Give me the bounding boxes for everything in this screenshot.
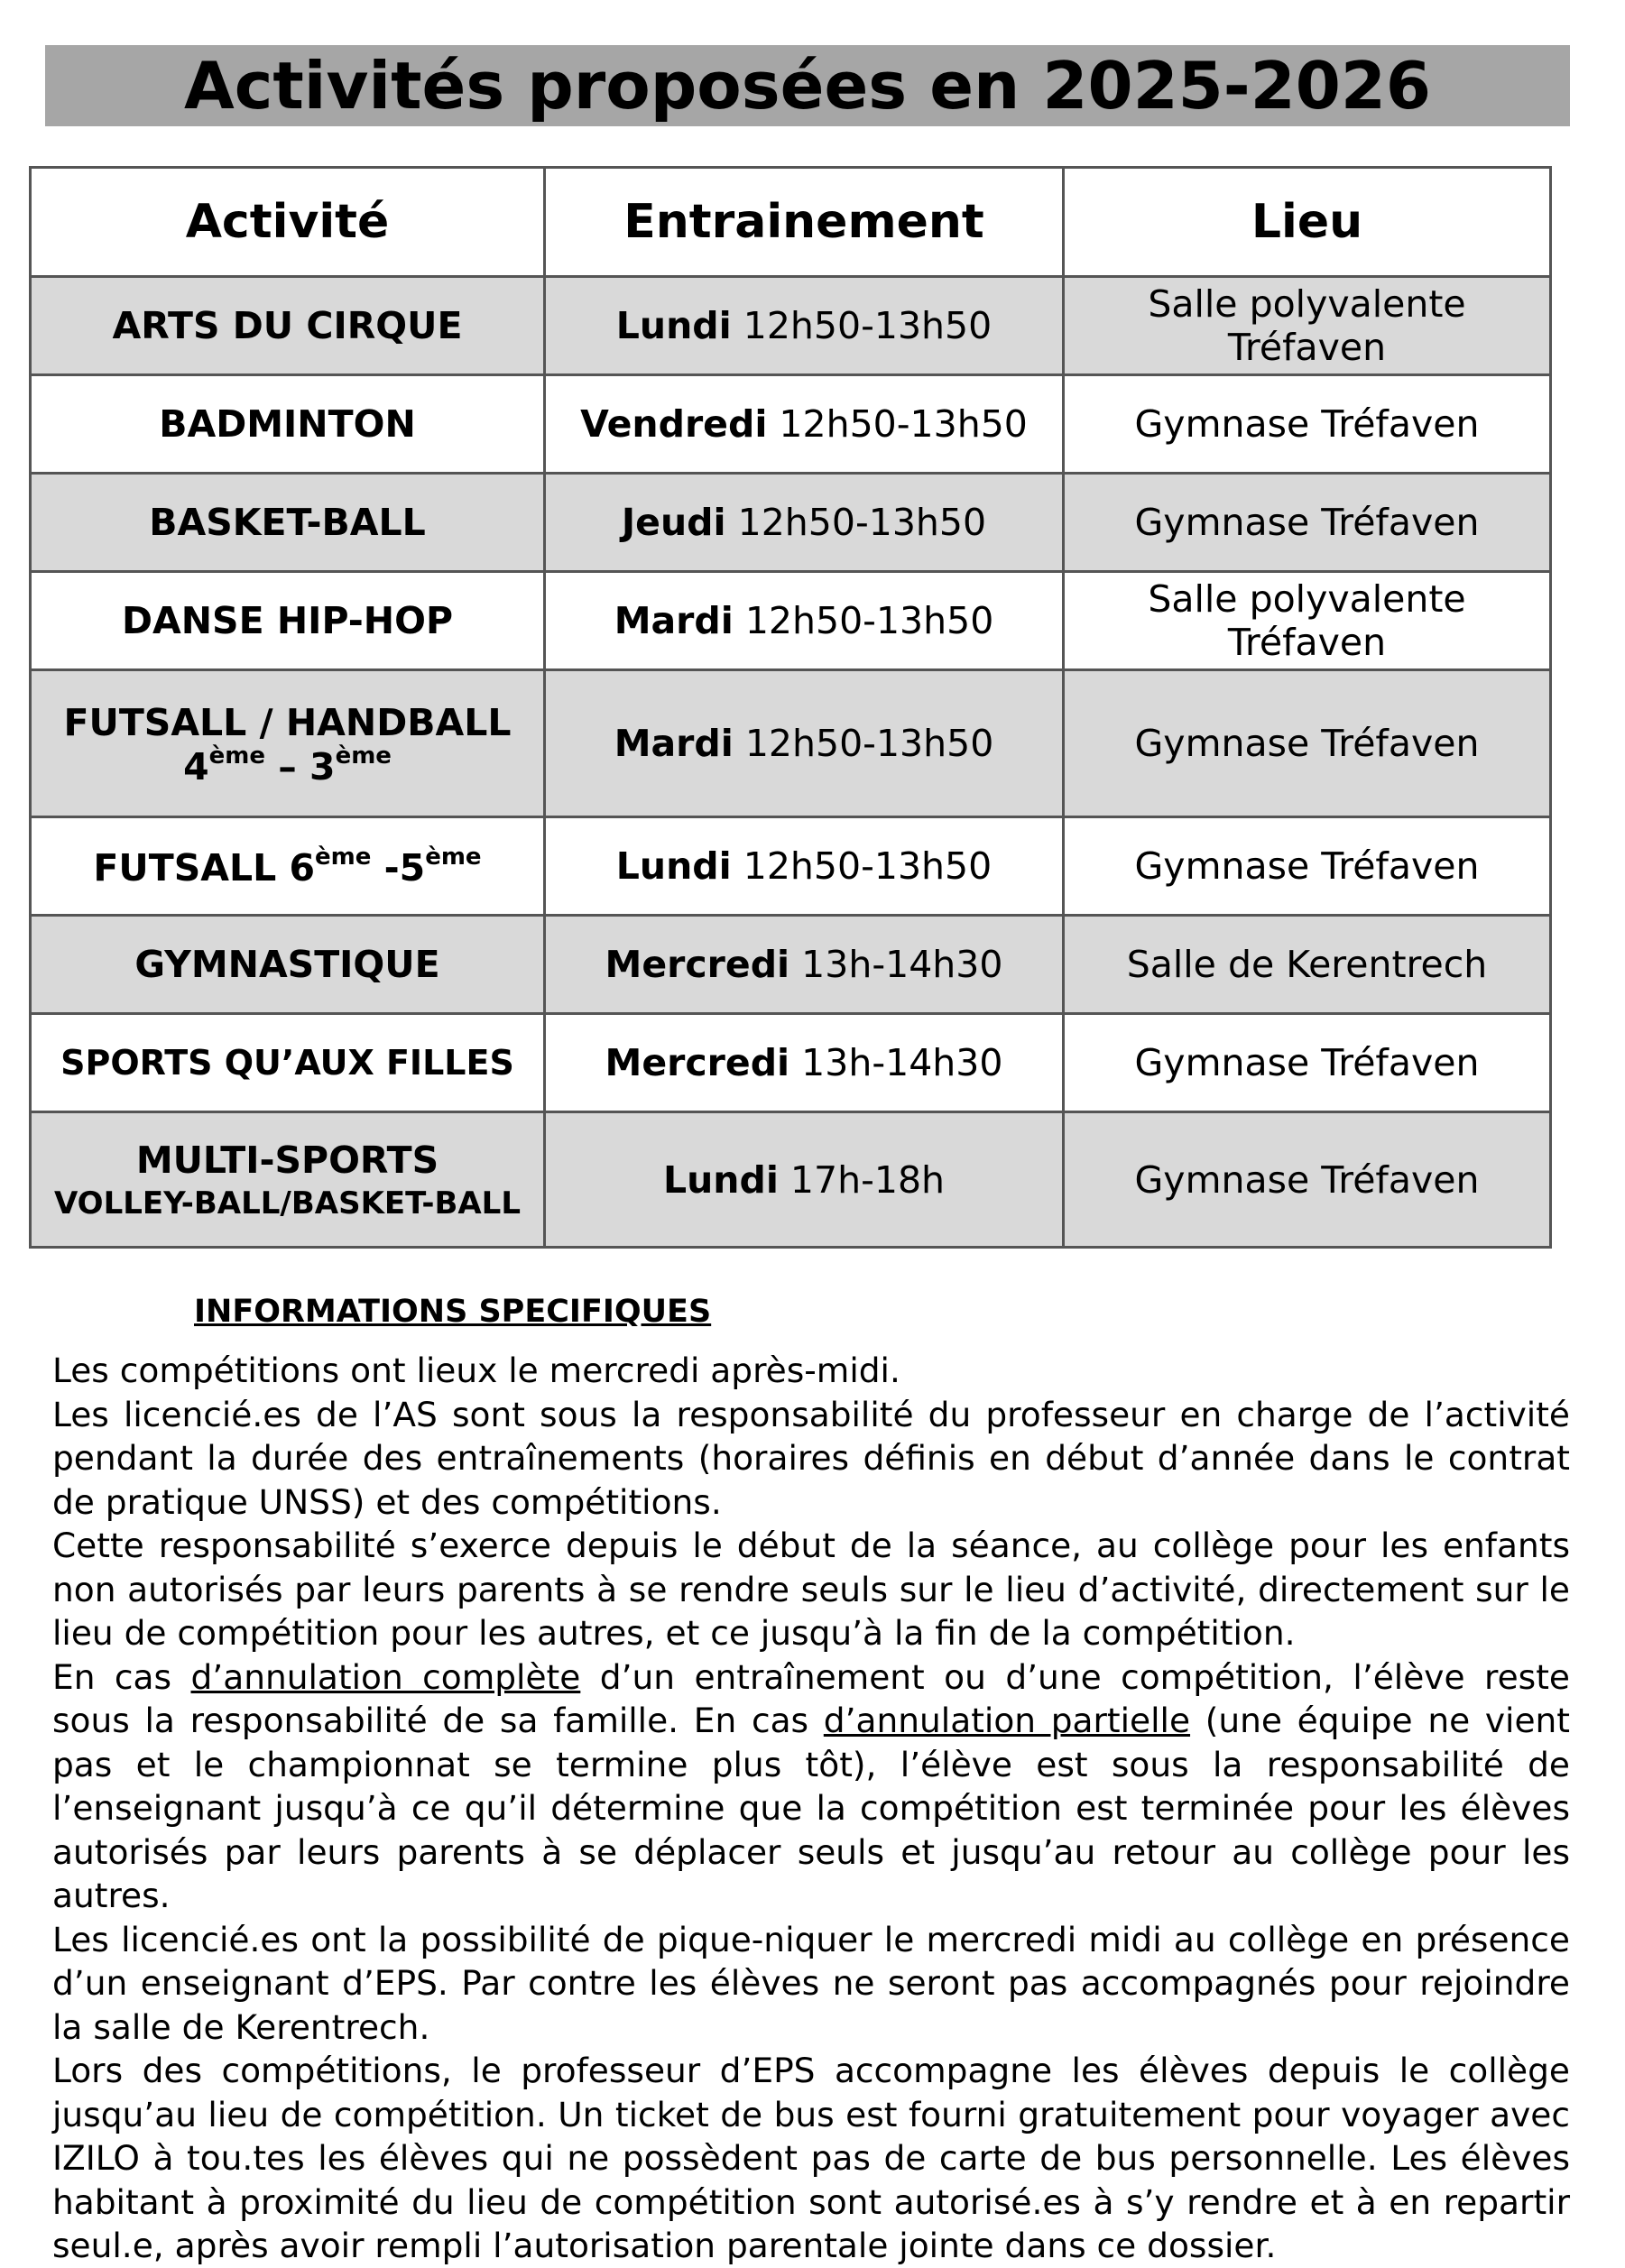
activity-name [31, 1112, 545, 1248]
activity-label: MULTI-SPORTS [135, 1138, 439, 1182]
training-hours: 12h50-13h50 [737, 501, 987, 544]
training-day: Mardi [614, 722, 734, 765]
info-text: En cas [52, 1656, 191, 1697]
grade-b: 3 [309, 745, 336, 788]
grade-a-suffix: ème [208, 742, 265, 770]
header-entrainement: Entrainement [545, 168, 1064, 277]
training-hours: 12h50-13h50 [779, 402, 1028, 446]
training-hours: 17h-18h [789, 1157, 946, 1202]
training-day: Mardi [614, 599, 734, 642]
activity-sublabel: VOLLEY-BALL/BASKET-BALL [53, 1185, 522, 1222]
header-lieu: Lieu [1064, 168, 1551, 277]
training-day: Lundi [615, 844, 732, 888]
info-underlined-text: d’annulation complète [190, 1656, 581, 1697]
place: Salle de Kerentrech [1064, 916, 1551, 1014]
activity-name: GYMNASTIQUE [31, 916, 545, 1014]
table-row [31, 817, 1551, 916]
activities-table [29, 166, 1552, 1249]
header-activite: Activité [31, 168, 545, 277]
training-hours: 12h50-13h50 [744, 599, 994, 642]
place: Gymnase Tréfaven [1064, 1112, 1551, 1248]
grade-b-suffix: ème [425, 843, 482, 871]
info-paragraph: Lors des compétitions, le professeur d’EPS accompagne les élèves depuis le collège jusqu’au lieu de compétition. Un ticket de bus est fourni gratuitement pour voyager avec IZILO à tou.tes les élèves qui ne possèdent pas de carte de bus personnelle. Les élèves habitant à proximité du lieu de compétition sont autorisé.es à s’y rendre et à en repartir seul.e, après avoir rempli l’autorisation parentale jointe dans ce dossier. [52, 2051, 1570, 2265]
training-time [545, 572, 1064, 670]
activity-name [31, 670, 545, 817]
info-section [52, 1349, 1570, 2268]
grade-mid: -5 [371, 845, 426, 890]
table-row [31, 670, 1551, 817]
title-bar [45, 45, 1570, 126]
training-time [545, 1014, 1064, 1112]
training-day: Vendredi [580, 402, 768, 446]
place: Salle polyvalente Tréfaven [1064, 277, 1551, 375]
table-row [31, 1014, 1551, 1112]
training-hours: 12h50-13h50 [743, 844, 993, 888]
place: Gymnase Tréfaven [1064, 474, 1551, 572]
training-time [545, 1112, 1064, 1248]
table-row [31, 572, 1551, 670]
table-row [31, 375, 1551, 474]
info-paragraph: Les compétitions ont lieux le mercredi après-midi. [52, 1351, 900, 1390]
training-day: Mercredi [605, 943, 790, 986]
page-title: Activités proposées en 2025-2026 [183, 48, 1432, 124]
table-header-row [31, 168, 1551, 277]
place: Salle polyvalente Tréfaven [1064, 572, 1551, 670]
activity-label: FUTSALL / HANDBALL [63, 701, 512, 744]
training-time [545, 277, 1064, 375]
training-hours: 12h50-13h50 [744, 722, 994, 765]
training-day: Mercredi [605, 1041, 790, 1084]
info-paragraph: Les licencié.es de l’AS sont sous la responsabilité du professeur en charge de l’activité pendant la durée des entraînements (horaires définis en début d’année dans le contrat de pratique UNSS) et des compétitions. [52, 1394, 1570, 1522]
place: Gymnase Tréfaven [1064, 1014, 1551, 1112]
training-time [545, 375, 1064, 474]
grade-a: 4 [183, 745, 209, 788]
training-time [545, 817, 1064, 916]
training-day: Lundi [662, 1157, 779, 1202]
info-text: (une équipe ne vient pas et le championnat se termine plus tôt), l’élève est sous la responsabilité de l’enseignant jusqu’à ce qu’il détermine que la compétition est terminée pour les élèves autorisés par leurs parents à se déplacer seuls et jusqu’au retour au collège pour les autres. [52, 1701, 1571, 1915]
table-row [31, 1112, 1551, 1248]
info-paragraph: Les licencié.es ont la possibilité de pique-niquer le mercredi midi au collège en présence d’un enseignant d’EPS. Par contre les élèves ne seront pas accompagnés pour rejoindre la salle de Kerentrech. [52, 1919, 1570, 2047]
info-paragraph [52, 1655, 1570, 1918]
training-day: Jeudi [621, 501, 726, 544]
table-row [31, 277, 1551, 375]
activity-name: BASKET-BALL [31, 474, 545, 572]
training-hours: 12h50-13h50 [743, 304, 993, 347]
place: Gymnase Tréfaven [1064, 670, 1551, 817]
training-hours: 13h-14h30 [801, 1041, 1003, 1084]
info-underlined-text: d’annulation partielle [823, 1701, 1191, 1740]
training-day: Lundi [615, 304, 732, 347]
grade-a-suffix: ème [315, 843, 372, 871]
training-time [545, 916, 1064, 1014]
training-time [545, 670, 1064, 817]
info-paragraph: Cette responsabilité s’exerce depuis le début de la séance, au collège pour les enfants non autorisés par leurs parents à se rendre seuls sur le lieu d’activité, directement sur le lieu de compétition pour les autres, et ce jusqu’à la fin de la compétition. [52, 1526, 1570, 1653]
info-text: d’un entraînement ou d’une compétition, l’élève reste sous la responsabilité de sa famille. En cas [52, 1656, 1570, 1740]
training-hours: 13h-14h30 [801, 943, 1003, 986]
table-row [31, 474, 1551, 572]
activity-name: ARTS DU CIRQUE [31, 277, 545, 375]
grade-dash: – [264, 745, 310, 788]
activity-name [31, 817, 545, 916]
grade-b-suffix: ème [335, 742, 392, 770]
grade-levels [39, 744, 536, 786]
info-heading: INFORMATIONS SPECIFIQUES [194, 1294, 712, 1330]
activity-name: SPORTS QU’AUX FILLES [31, 1014, 545, 1112]
place: Gymnase Tréfaven [1064, 375, 1551, 474]
table-row [31, 916, 1551, 1014]
activity-label: FUTSALL 6 [93, 845, 316, 890]
activity-name: DANSE HIP-HOP [31, 572, 545, 670]
training-time [545, 474, 1064, 572]
place: Gymnase Tréfaven [1064, 817, 1551, 916]
activity-name: BADMINTON [31, 375, 545, 474]
